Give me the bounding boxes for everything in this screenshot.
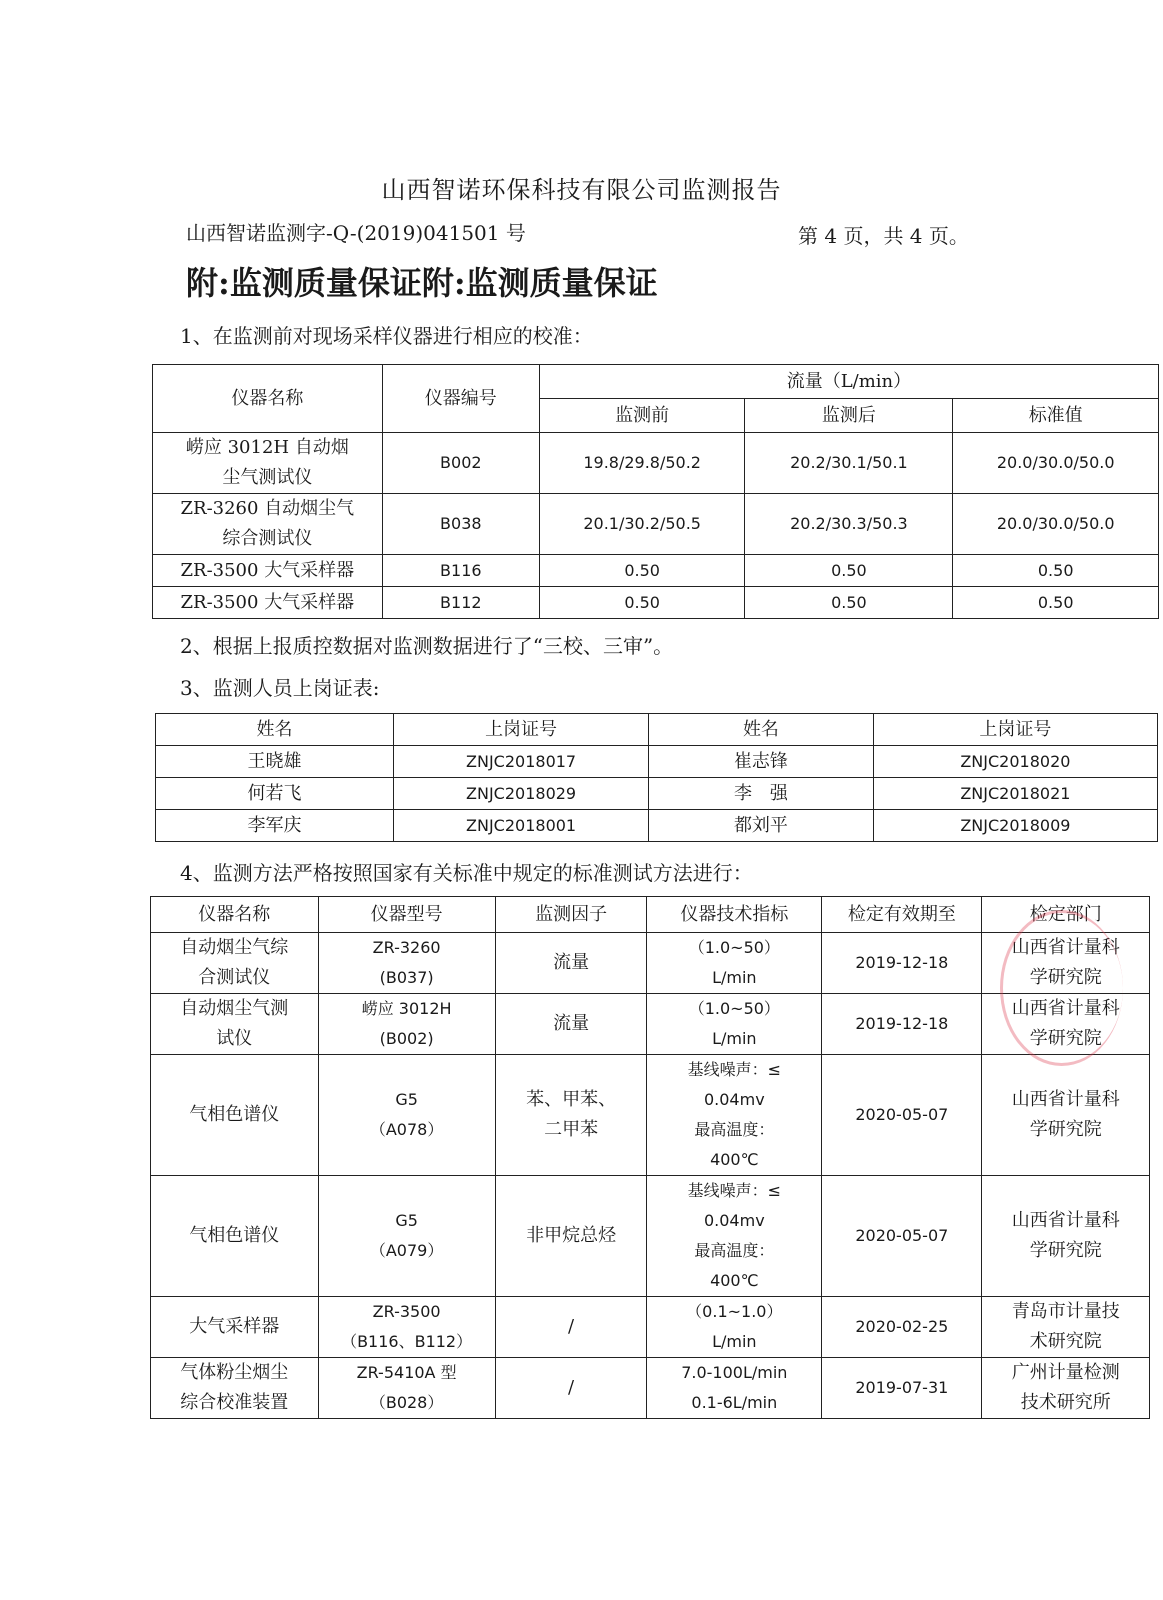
instrument-model-line: ZR-3500 bbox=[372, 1302, 441, 1321]
verification-dept-line: 学研究院 bbox=[1029, 1028, 1102, 1049]
instrument-model bbox=[318, 994, 495, 1055]
instrument-name bbox=[151, 1358, 319, 1419]
flow-after: 0.50 bbox=[745, 587, 953, 619]
tech-spec-line: 0.04mv bbox=[703, 1211, 765, 1230]
instrument-code: B038 bbox=[382, 494, 539, 555]
calibration-table bbox=[152, 364, 1159, 619]
monitor-factor-line: / bbox=[568, 1316, 575, 1337]
tech-spec-line: 0.04mv bbox=[703, 1090, 765, 1109]
instrument-name bbox=[151, 1176, 319, 1297]
personnel-table bbox=[155, 713, 1158, 842]
instrument-name-line: 试仪 bbox=[216, 1028, 253, 1049]
section-3-title: 3、监测人员上岗证表: bbox=[180, 676, 380, 700]
table-row bbox=[156, 746, 1158, 778]
instrument-model-line: （A078） bbox=[369, 1120, 444, 1139]
table-row bbox=[153, 433, 1159, 494]
instrument-name-line: ZR-3500 大气采样器 bbox=[180, 559, 355, 581]
instrument-model bbox=[318, 1055, 495, 1176]
header-after: 监测后 bbox=[745, 399, 953, 433]
cert-number: ZNJC2018001 bbox=[394, 810, 649, 842]
instrument-model bbox=[318, 1358, 495, 1419]
page-info: 第 4 页，共 4 页。 bbox=[798, 224, 969, 248]
tech-spec-line: （1.0~50） bbox=[688, 999, 780, 1018]
flow-standard: 20.0/30.0/50.0 bbox=[953, 494, 1159, 555]
flow-after: 0.50 bbox=[745, 555, 953, 587]
instrument-model-line: (B002) bbox=[379, 1029, 434, 1048]
table-row bbox=[156, 810, 1158, 842]
tech-spec-line: 最高温度： bbox=[694, 1120, 775, 1139]
tech-spec bbox=[647, 1297, 822, 1358]
table-row bbox=[151, 1055, 1150, 1176]
instrument-name-line: 崂应 3012H 自动烟 bbox=[185, 437, 349, 458]
header-instrument-name: 仪器名称 bbox=[153, 365, 383, 433]
person-name: 李 强 bbox=[649, 778, 874, 810]
instrument-model-line: ZR-3260 bbox=[372, 938, 441, 957]
verification-dept-line: 山西省计量科 bbox=[1011, 1089, 1120, 1110]
verification-dept bbox=[982, 1297, 1150, 1358]
monitor-factor-line: 二甲苯 bbox=[544, 1119, 599, 1140]
monitor-factor-line: 流量 bbox=[553, 952, 590, 973]
header-name-2: 姓名 bbox=[649, 714, 874, 746]
flow-standard: 20.0/30.0/50.0 bbox=[953, 433, 1159, 494]
valid-until: 2019-07-31 bbox=[822, 1358, 982, 1419]
tech-spec bbox=[647, 1055, 822, 1176]
tech-spec-line: 400℃ bbox=[710, 1150, 759, 1169]
table-row bbox=[151, 994, 1150, 1055]
tech-spec-line: L/min bbox=[712, 1029, 757, 1048]
header-spec: 仪器技术指标 bbox=[647, 897, 822, 933]
instrument-model-line: G5 bbox=[395, 1211, 418, 1230]
instrument-name-line: 合测试仪 bbox=[198, 967, 271, 988]
report-number: 山西智诺监测字-Q-(2019)041501 号 bbox=[186, 221, 526, 245]
instrument-code: B112 bbox=[382, 587, 539, 619]
instrument-model-line: （A079） bbox=[369, 1241, 444, 1260]
instrument-model-line: (B037) bbox=[379, 968, 434, 987]
instrument-name bbox=[151, 994, 319, 1055]
cert-number: ZNJC2018020 bbox=[873, 746, 1157, 778]
person-name: 何若飞 bbox=[156, 778, 394, 810]
instrument-name-line: 气相色谱仪 bbox=[189, 1104, 280, 1125]
instrument-code: B116 bbox=[382, 555, 539, 587]
valid-until: 2020-02-25 bbox=[822, 1297, 982, 1358]
header-name: 仪器名称 bbox=[151, 897, 319, 933]
instrument-code: B002 bbox=[382, 433, 539, 494]
tech-spec bbox=[647, 994, 822, 1055]
monitor-factor bbox=[495, 1176, 647, 1297]
header-name-1: 姓名 bbox=[156, 714, 394, 746]
instrument-name-line: 综合校准装置 bbox=[180, 1392, 289, 1413]
header-before: 监测前 bbox=[539, 399, 745, 433]
verification-dept bbox=[982, 1358, 1150, 1419]
table-row bbox=[151, 1176, 1150, 1297]
instrument-model bbox=[318, 933, 495, 994]
tech-spec-line: L/min bbox=[712, 968, 757, 987]
verification-dept-line: 山西省计量科 bbox=[1011, 998, 1120, 1019]
instrument-model-line: （B116、B112） bbox=[341, 1332, 473, 1351]
instrument-model-line: G5 bbox=[395, 1090, 418, 1109]
instrument-name-line: ZR-3260 自动烟尘气 bbox=[180, 498, 355, 519]
table-row bbox=[153, 555, 1159, 587]
header-standard: 标准值 bbox=[953, 399, 1159, 433]
instrument-name bbox=[153, 494, 383, 555]
flow-before: 20.1/30.2/50.5 bbox=[539, 494, 745, 555]
section-2-title: 2、根据上报质控数据对监测数据进行了“三校、三审”。 bbox=[180, 634, 674, 658]
verification-dept-line: 学研究院 bbox=[1029, 967, 1102, 988]
verification-dept-line: 学研究院 bbox=[1029, 1119, 1102, 1140]
person-name: 都刘平 bbox=[649, 810, 874, 842]
instrument-name bbox=[151, 933, 319, 994]
instrument-model bbox=[318, 1297, 495, 1358]
instrument-name-line: 自动烟尘气测 bbox=[180, 998, 289, 1019]
person-name: 崔志锋 bbox=[649, 746, 874, 778]
monitor-factor-line: 苯、甲苯、 bbox=[526, 1089, 617, 1110]
instrument-name bbox=[153, 433, 383, 494]
flow-standard: 0.50 bbox=[953, 587, 1159, 619]
instrument-name-line: 尘气测试仪 bbox=[222, 467, 313, 488]
flow-standard: 0.50 bbox=[953, 555, 1159, 587]
verification-dept-line: 技术研究所 bbox=[1020, 1392, 1111, 1413]
instrument-name bbox=[153, 555, 383, 587]
monitor-factor-line: / bbox=[568, 1377, 575, 1398]
tech-spec bbox=[647, 1358, 822, 1419]
monitor-factor bbox=[495, 994, 647, 1055]
verification-dept-line: 术研究院 bbox=[1029, 1331, 1102, 1352]
flow-after: 20.2/30.3/50.3 bbox=[745, 494, 953, 555]
verification-dept bbox=[982, 1055, 1150, 1176]
tech-spec-line: 基线噪声：≤ bbox=[687, 1181, 782, 1200]
instrument-name-line: 自动烟尘气综 bbox=[180, 937, 289, 958]
tech-spec-line: （0.1~1.0） bbox=[686, 1302, 783, 1321]
instrument-name bbox=[151, 1297, 319, 1358]
table-row bbox=[153, 494, 1159, 555]
cert-number: ZNJC2018017 bbox=[394, 746, 649, 778]
flow-after: 20.2/30.1/50.1 bbox=[745, 433, 953, 494]
tech-spec-line: L/min bbox=[712, 1332, 757, 1351]
instrument-name-line: 综合测试仪 bbox=[222, 528, 313, 549]
table-row bbox=[151, 1358, 1150, 1419]
verification-dept-line: 山西省计量科 bbox=[1011, 937, 1120, 958]
company-title: 山西智诺环保科技有限公司监测报告 bbox=[381, 176, 782, 204]
header-instrument-code: 仪器编号 bbox=[382, 365, 539, 433]
valid-until: 2019-12-18 bbox=[822, 994, 982, 1055]
header-cert-2: 上岗证号 bbox=[873, 714, 1157, 746]
tech-spec-line: （1.0~50） bbox=[688, 938, 780, 957]
table-row bbox=[151, 1297, 1150, 1358]
verification-dept-line: 青岛市计量技 bbox=[1011, 1301, 1120, 1322]
monitor-factor bbox=[495, 1055, 647, 1176]
header-valid: 检定有效期至 bbox=[822, 897, 982, 933]
flow-before: 0.50 bbox=[539, 587, 745, 619]
monitor-factor-line: 非甲烷总烃 bbox=[526, 1225, 617, 1246]
flow-before: 19.8/29.8/50.2 bbox=[539, 433, 745, 494]
person-name: 李军庆 bbox=[156, 810, 394, 842]
header-cert-1: 上岗证号 bbox=[394, 714, 649, 746]
verification-dept-line: 学研究院 bbox=[1029, 1240, 1102, 1261]
tech-spec-line: 400℃ bbox=[710, 1271, 759, 1290]
person-name: 王晓雄 bbox=[156, 746, 394, 778]
header-dept: 检定部门 bbox=[982, 897, 1150, 933]
verification-dept bbox=[982, 1176, 1150, 1297]
valid-until: 2020-05-07 bbox=[822, 1176, 982, 1297]
tech-spec bbox=[647, 933, 822, 994]
instrument-name bbox=[153, 587, 383, 619]
red-seal-stamp bbox=[1000, 910, 1123, 1066]
table-row bbox=[156, 778, 1158, 810]
main-heading: 附:监测质量保证附:监测质量保证 bbox=[186, 264, 658, 302]
cert-number: ZNJC2018021 bbox=[873, 778, 1157, 810]
instrument-name-line: 大气采样器 bbox=[189, 1316, 280, 1337]
table-row bbox=[153, 587, 1159, 619]
monitor-factor bbox=[495, 933, 647, 994]
instrument-name-line: 气相色谱仪 bbox=[189, 1225, 280, 1246]
section-4-title: 4、监测方法严格按照国家有关标准中规定的标准测试方法进行： bbox=[180, 861, 753, 885]
monitor-factor bbox=[495, 1297, 647, 1358]
header-factor: 监测因子 bbox=[495, 897, 647, 933]
section-1-title: 1、在监测前对现场采样仪器进行相应的校准： bbox=[180, 324, 593, 348]
header-model: 仪器型号 bbox=[318, 897, 495, 933]
verification-dept-line: 山西省计量科 bbox=[1011, 1210, 1120, 1231]
instrument-model bbox=[318, 1176, 495, 1297]
valid-until: 2020-05-07 bbox=[822, 1055, 982, 1176]
cert-number: ZNJC2018009 bbox=[873, 810, 1157, 842]
instrument-model-line: （B028） bbox=[369, 1393, 444, 1412]
tech-spec-line: 最高温度： bbox=[694, 1241, 775, 1260]
instrument-name bbox=[151, 1055, 319, 1176]
valid-until: 2019-12-18 bbox=[822, 933, 982, 994]
verification-dept-line: 广州计量检测 bbox=[1011, 1362, 1120, 1383]
instrument-model-line: ZR-5410A 型 bbox=[356, 1363, 457, 1382]
monitor-factor-line: 流量 bbox=[553, 1013, 590, 1034]
instrument-model-line: 崂应 3012H bbox=[361, 999, 452, 1018]
flow-before: 0.50 bbox=[539, 555, 745, 587]
instrument-name-line: 气体粉尘烟尘 bbox=[180, 1362, 289, 1383]
tech-spec-line: 7.0-100L/min bbox=[681, 1363, 788, 1382]
tech-spec-line: 0.1-6L/min bbox=[691, 1393, 778, 1412]
header-flow: 流量（L/min） bbox=[539, 365, 1158, 399]
monitor-factor bbox=[495, 1358, 647, 1419]
cert-number: ZNJC2018029 bbox=[394, 778, 649, 810]
instrument-name-line: ZR-3500 大气采样器 bbox=[180, 591, 355, 613]
tech-spec bbox=[647, 1176, 822, 1297]
tech-spec-line: 基线噪声：≤ bbox=[687, 1060, 782, 1079]
